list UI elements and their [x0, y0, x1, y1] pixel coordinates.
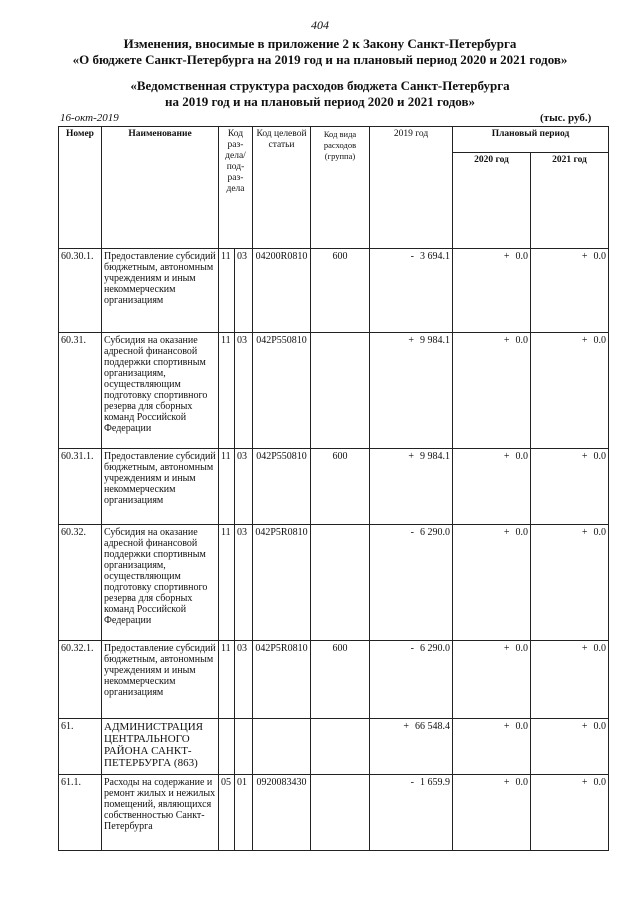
amount-sign: -: [410, 527, 414, 538]
row-name: Предоставление субсидий бюджетным, автономным учреждениям и иным некоммерческим организациям: [102, 249, 219, 333]
header-2019: 2019 год: [370, 127, 453, 249]
table-row: [59, 449, 609, 525]
amount-sign: +: [403, 721, 409, 732]
amount-sign: +: [581, 335, 588, 346]
row-amount-2019: [370, 333, 453, 449]
amount-sign: +: [503, 643, 510, 654]
row-amount-2021: [531, 249, 609, 333]
amount-value: 9 984.1: [420, 451, 450, 462]
row-amount-2021: [531, 449, 609, 525]
row-type-code: 600: [311, 449, 370, 525]
row-razdel: 05: [219, 775, 235, 851]
row-podrazdel: 03: [235, 449, 253, 525]
row-type-code: [311, 775, 370, 851]
amount-value: 3 694.1: [420, 251, 450, 262]
row-name: АДМИНИСТРАЦИЯ ЦЕНТРАЛЬНОГО РАЙОНА САНКТ-ПЕТЕРБУРГА (863): [102, 719, 219, 775]
amount-value: 0.0: [593, 527, 606, 538]
row-target-code: [253, 719, 311, 775]
row-razdel: [219, 719, 235, 775]
document-title: [0, 36, 640, 68]
amount-value: 0.0: [515, 643, 528, 654]
amount-sign: +: [581, 451, 588, 462]
row-number: 60.31.1.: [59, 449, 102, 525]
header-type-code: Код вида расходов (группа): [311, 127, 370, 249]
row-target-code: 04200R0810: [253, 249, 311, 333]
row-razdel: 11: [219, 525, 235, 641]
title-line-2: «О бюджете Санкт-Петербурга на 2019 год и на плановый период 2020 и 2021 годов»: [72, 52, 568, 67]
row-podrazdel: [235, 719, 253, 775]
table-header-row-1: [59, 127, 609, 153]
table-row: [59, 775, 609, 851]
header-planned-period: Плановый период: [453, 127, 609, 153]
table-body: [59, 249, 609, 851]
header-2021: 2021 год: [531, 153, 609, 249]
row-amount-2019: [370, 641, 453, 719]
row-podrazdel: 01: [235, 775, 253, 851]
row-name: Расходы на содержание и ремонт жилых и нежилых помещений, являющихся собственностью Санкт-Петербурга: [102, 775, 219, 851]
table-row: [59, 333, 609, 449]
row-number: 60.32.: [59, 525, 102, 641]
row-amount-2021: [531, 775, 609, 851]
header-section-code: Код раз-дела/ под-раз-дела: [219, 127, 253, 249]
row-podrazdel: 03: [235, 641, 253, 719]
amount-sign: +: [503, 721, 510, 732]
document-date: 16-окт-2019: [60, 112, 119, 124]
row-razdel: 11: [219, 641, 235, 719]
row-target-code: 042P5R0810: [253, 525, 311, 641]
amount-value: 1 659.9: [420, 777, 450, 788]
row-name: Субсидия на оказание адресной финансовой поддержки спортивным организациям, осуществляющим подготовку спортивного резерва для сборных команд Российской Федерации: [102, 333, 219, 449]
row-target-code: 042P550810: [253, 333, 311, 449]
row-number: 61.: [59, 719, 102, 775]
subtitle-line-2: на 2019 год и на плановый период 2020 и 2021 годов»: [164, 94, 475, 109]
row-type-code: [311, 719, 370, 775]
amount-sign: +: [503, 527, 510, 538]
amount-value: 6 290.0: [420, 527, 450, 538]
page-number: 404: [311, 18, 329, 32]
row-target-code: 042P550810: [253, 449, 311, 525]
amount-value: 0.0: [593, 451, 606, 462]
header-target-code: Код целевой статьи: [253, 127, 311, 249]
row-amount-2019: [370, 249, 453, 333]
amount-value: 66 548.4: [415, 721, 450, 732]
amount-value: 0.0: [593, 721, 606, 732]
row-amount-2020: [453, 333, 531, 449]
row-amount-2019: [370, 719, 453, 775]
row-type-code: [311, 525, 370, 641]
row-amount-2020: [453, 525, 531, 641]
row-amount-2019: [370, 525, 453, 641]
row-target-code: 042P5R0810: [253, 641, 311, 719]
row-type-code: 600: [311, 641, 370, 719]
amount-value: 0.0: [515, 721, 528, 732]
row-amount-2021: [531, 719, 609, 775]
amount-value: 0.0: [593, 251, 606, 262]
amount-sign: +: [581, 251, 588, 262]
amount-sign: +: [408, 451, 414, 462]
amount-sign: +: [581, 721, 588, 732]
amount-sign: +: [581, 527, 588, 538]
row-razdel: 11: [219, 449, 235, 525]
table-row: [59, 719, 609, 775]
row-amount-2020: [453, 249, 531, 333]
row-amount-2020: [453, 641, 531, 719]
amount-value: 0.0: [515, 451, 528, 462]
row-amount-2019: [370, 449, 453, 525]
amount-sign: +: [503, 251, 510, 262]
subtitle-line-1: «Ведомственная структура расходов бюджета Санкт-Петербурга: [130, 78, 510, 93]
document-subtitle: [0, 78, 640, 110]
row-podrazdel: 03: [235, 333, 253, 449]
row-name: Предоставление субсидий бюджетным, автономным учреждениям и иным некоммерческим организациям: [102, 449, 219, 525]
row-number: 61.1.: [59, 775, 102, 851]
row-amount-2021: [531, 641, 609, 719]
row-amount-2019: [370, 775, 453, 851]
row-type-code: [311, 333, 370, 449]
row-type-code: 600: [311, 249, 370, 333]
currency-unit: (тыс. руб.): [540, 112, 592, 124]
amount-sign: -: [410, 777, 414, 788]
row-razdel: 11: [219, 333, 235, 449]
amount-value: 0.0: [515, 251, 528, 262]
amount-sign: -: [410, 251, 414, 262]
row-amount-2020: [453, 775, 531, 851]
amount-sign: +: [581, 643, 588, 654]
header-number: Номер: [59, 127, 102, 249]
amount-value: 0.0: [515, 527, 528, 538]
row-number: 60.31.: [59, 333, 102, 449]
amount-value: 6 290.0: [420, 643, 450, 654]
amount-sign: -: [410, 643, 414, 654]
amount-sign: +: [581, 777, 588, 788]
amount-value: 0.0: [593, 777, 606, 788]
row-name: Субсидия на оказание адресной финансовой поддержки спортивным организациям, осуществляющим подготовку спортивного резерва для сборных команд Российской Федерации: [102, 525, 219, 641]
header-2020: 2020 год: [453, 153, 531, 249]
row-number: 60.32.1.: [59, 641, 102, 719]
amount-sign: +: [503, 451, 510, 462]
amount-value: 0.0: [515, 335, 528, 346]
table-row: [59, 525, 609, 641]
table-row: [59, 249, 609, 333]
row-amount-2021: [531, 333, 609, 449]
row-podrazdel: 03: [235, 249, 253, 333]
row-razdel: 11: [219, 249, 235, 333]
amount-sign: +: [503, 777, 510, 788]
row-target-code: 0920083430: [253, 775, 311, 851]
budget-table: [58, 126, 609, 851]
row-amount-2020: [453, 449, 531, 525]
amount-sign: +: [503, 335, 510, 346]
row-amount-2021: [531, 525, 609, 641]
table-row: [59, 641, 609, 719]
amount-value: 0.0: [515, 777, 528, 788]
title-line-1: Изменения, вносимые в приложение 2 к Закону Санкт-Петербурга: [123, 36, 517, 51]
row-name: Предоставление субсидий бюджетным, автономным учреждениям и иным некоммерческим организациям: [102, 641, 219, 719]
row-podrazdel: 03: [235, 525, 253, 641]
amount-value: 9 984.1: [420, 335, 450, 346]
amount-value: 0.0: [593, 643, 606, 654]
row-amount-2020: [453, 719, 531, 775]
amount-sign: +: [408, 335, 414, 346]
header-name: Наименование: [102, 127, 219, 249]
amount-value: 0.0: [593, 335, 606, 346]
row-number: 60.30.1.: [59, 249, 102, 333]
